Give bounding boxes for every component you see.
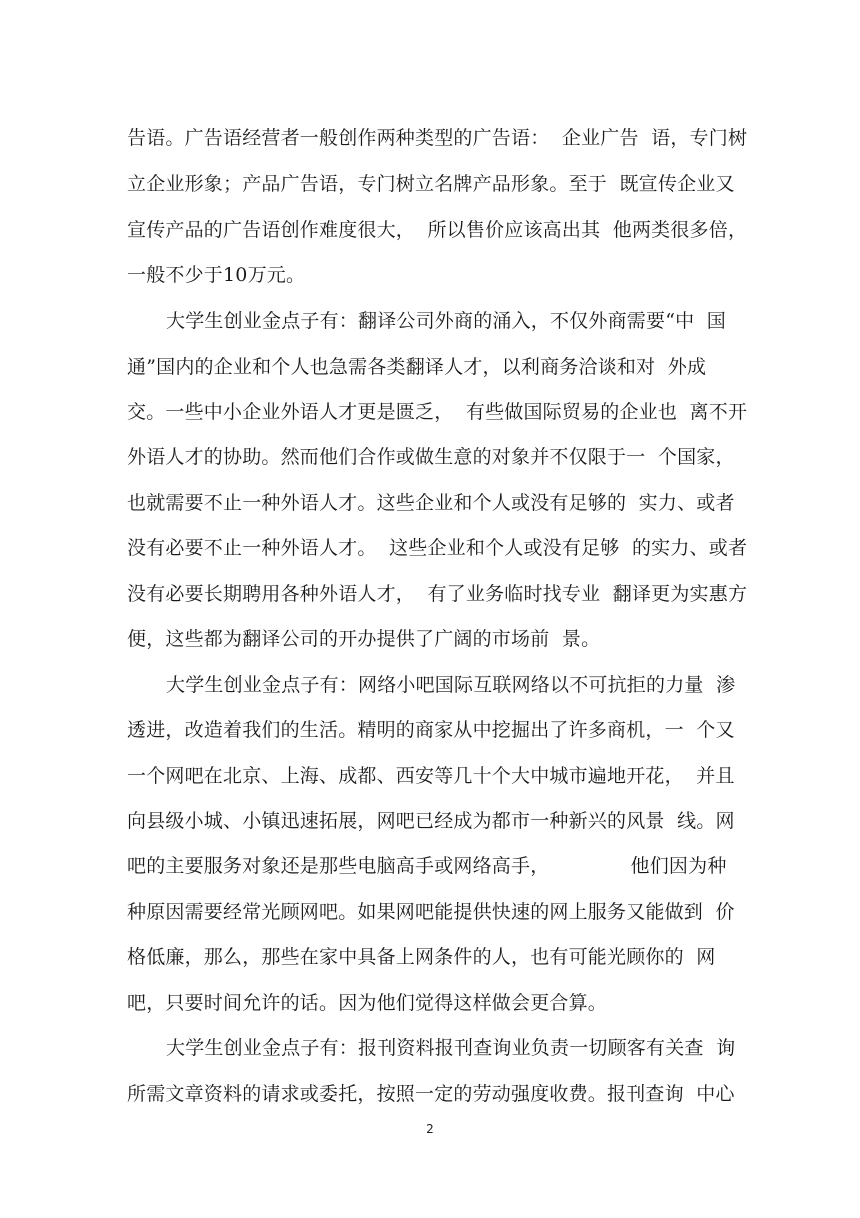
- text-line: 立企业形象；产品广告语，专门树立名牌产品形象。至于 既宣传企业又: [127, 173, 735, 195]
- page-number: 2: [426, 1122, 434, 1136]
- text-line: 没有必要长期聘用各种外语人才， 有了业务临时找专业 翻译更为实惠方: [127, 583, 748, 605]
- paragraph-first-line: 大学生创业金点子有：翻译公司外商的涌入，不仅外商需要“中 国: [166, 310, 726, 332]
- text-line: 告语。广告语经营者一般创作两种类型的广告语： 企业广告 语，专门树: [127, 127, 748, 149]
- text-line: 透进，改造着我们的生活。精明的商家从中挖掘出了许多商机，一 个又: [127, 719, 735, 741]
- text-line: 也就需要不止一种外语人才。这些企业和个人或没有足够的 实力、或者: [127, 492, 735, 514]
- text-line: 外语人才的协助。然而他们合作或做生意的对象并不仅限于一 个国家，: [127, 446, 735, 468]
- text-line: 向县级小城、小镇迅速拓展，网吧已经成为都市一种新兴的风景 线。网: [127, 810, 735, 832]
- paragraph-first-line: 大学生创业金点子有：网络小吧国际互联网络以不可抗拒的力量 渗: [166, 674, 736, 696]
- text-line: 一个网吧在北京、上海、成都、西安等几十个大中城市遍地开花， 并且: [127, 765, 735, 787]
- text-line: 吧的主要服务对象还是那些电脑高手或网络高手， 他们因为种: [127, 855, 727, 877]
- text-line: 格低廉，那么，那些在家中具备上网条件的人，也有可能光顾你的 网: [127, 946, 716, 968]
- text-line: 宣传产品的广告语创作难度很大， 所以售价应该高出其 他两类很多倍，: [127, 219, 748, 241]
- text-line: 吧，只要时间允许的话。因为他们觉得这样做会更合算。: [127, 992, 608, 1014]
- text-line: 便，这些都为翻译公司的开办提供了广阔的市场前 景。: [127, 628, 601, 650]
- text-line: 没有必要不止一种外语人才。 这些企业和个人或没有足够 的实力、或者: [127, 537, 748, 559]
- text-line: 种原因需要经常光顾网吧。如果网吧能提供快速的网上服务又能做到 价: [127, 901, 735, 923]
- paragraph-first-line: 大学生创业金点子有：报刊资料报刊查询业负责一切顾客有关查 询: [166, 1037, 736, 1059]
- text-line: 所需文章资料的请求或委托，按照一定的劳动强度收费。报刊查询 中心: [127, 1083, 735, 1105]
- text-line: 通”国内的企业和个人也急需各类翻译人才，以利商务洽谈和对 外成: [127, 356, 707, 378]
- text-line: 一般不少于10万元。: [127, 264, 306, 286]
- text-line: 交。一些中小企业外语人才更是匮乏， 有些做国际贸易的企业也 离不开: [127, 401, 748, 423]
